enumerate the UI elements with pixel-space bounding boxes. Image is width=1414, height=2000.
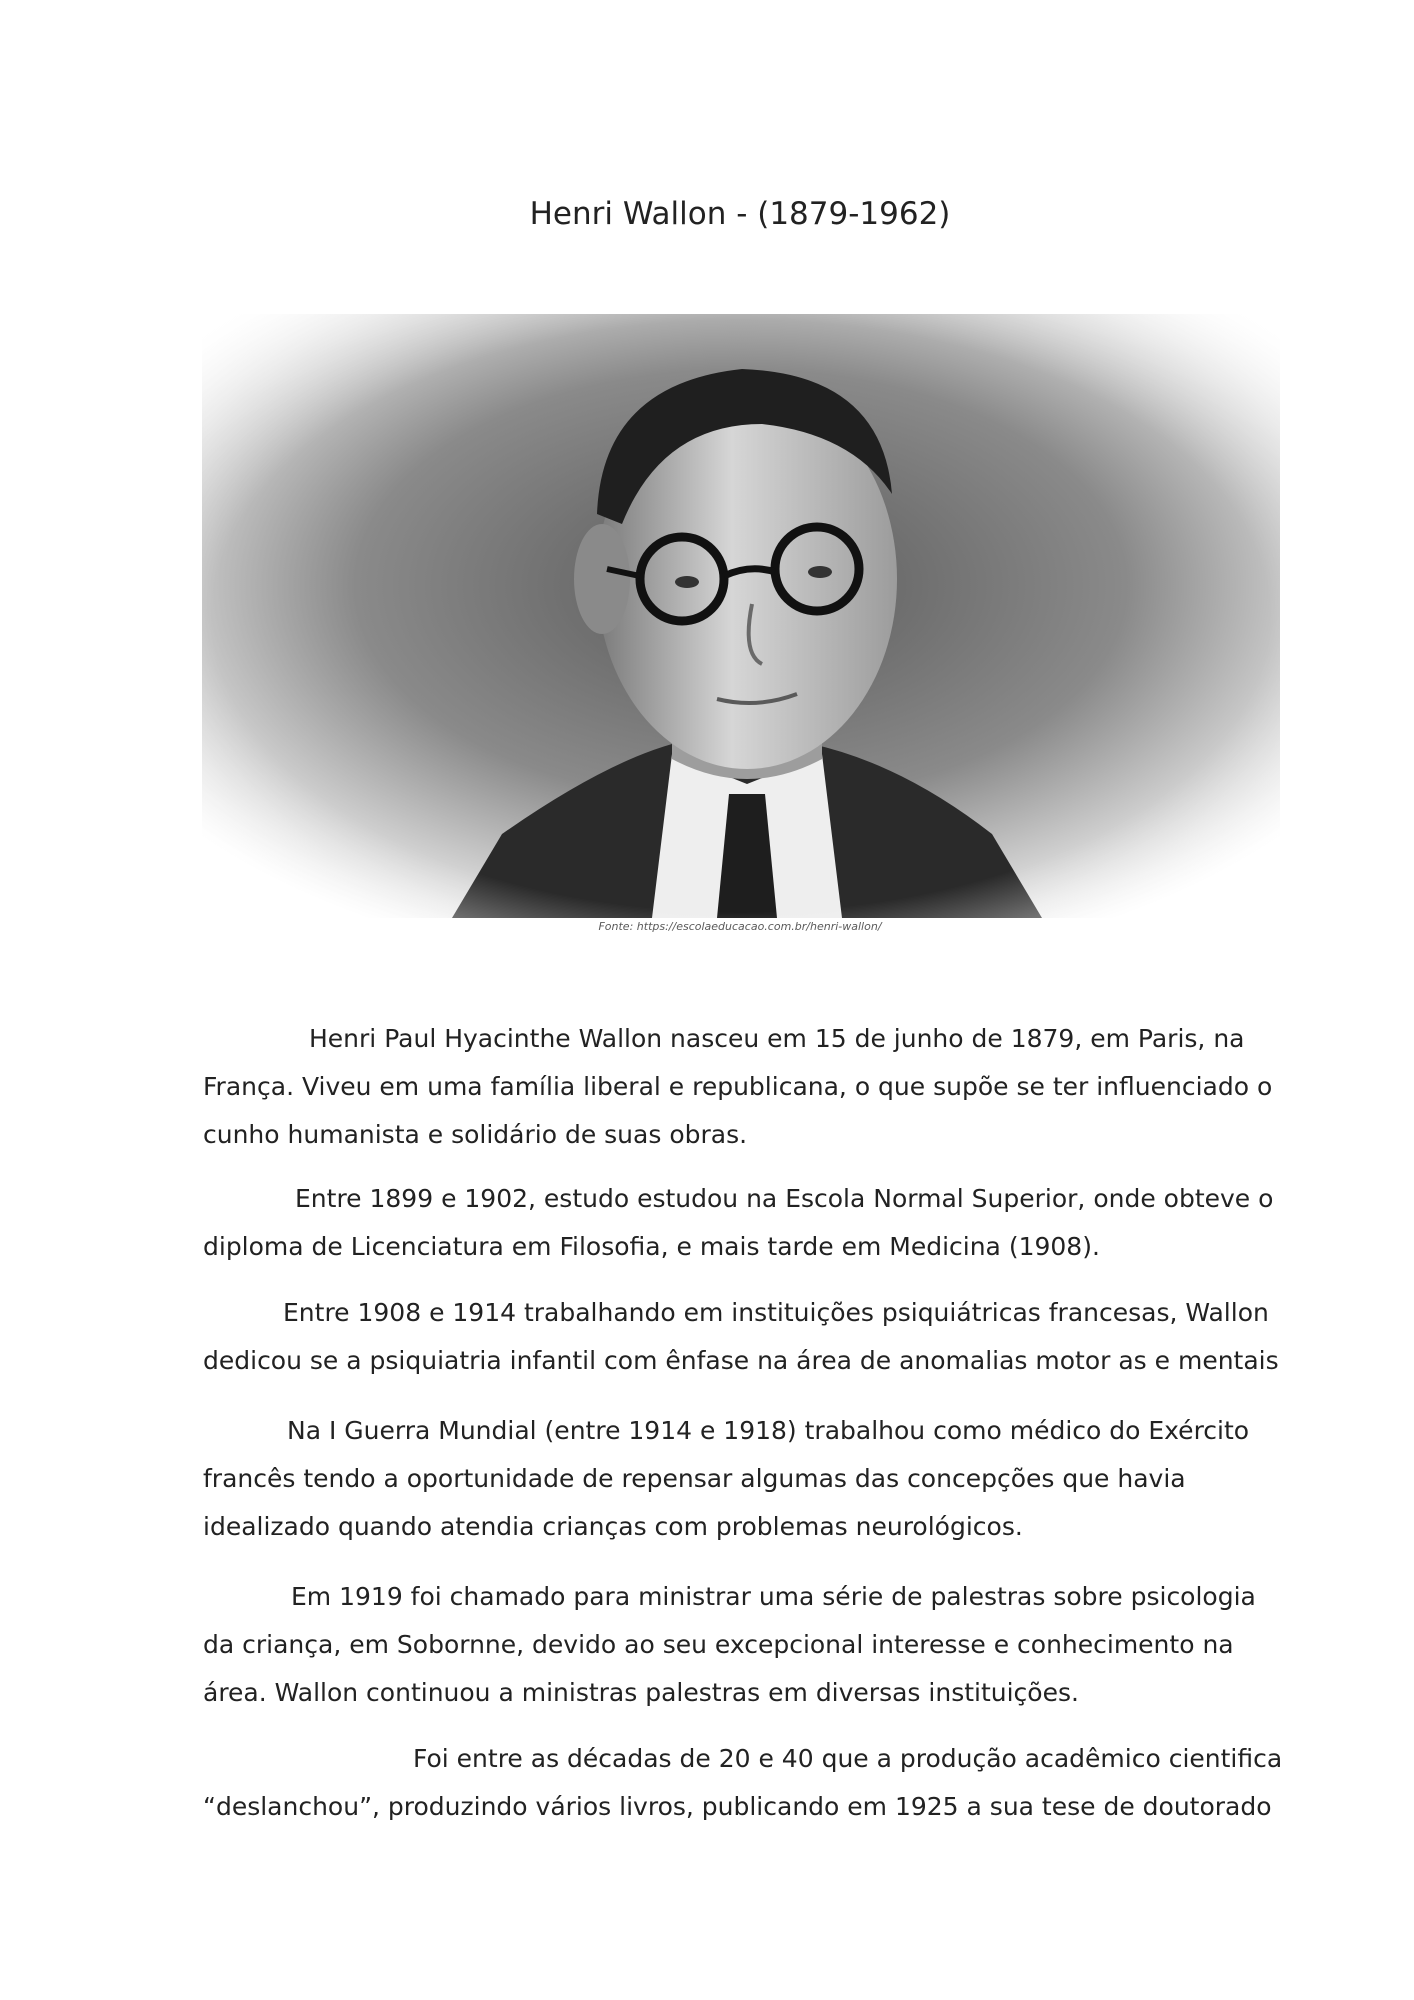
paragraph-war [203,1407,1313,1551]
text-line: dedicou se a psiquiatria infantil com ênfase na área de anomalias motor as e mentais [203,1346,1279,1375]
text-line: Em 1919 foi chamado para ministrar uma série de palestras sobre psicologia [291,1582,1256,1611]
image-caption: Fonte: https://escolaeducacao.com.br/henri-wallon/ [598,920,882,933]
paragraph-lectures [203,1573,1313,1717]
biography-text [203,1015,1313,1831]
text-line: da criança, em Sobornne, devido ao seu excepcional interesse e conhecimento na [203,1630,1234,1659]
page-title: Henri Wallon - (1879-1962) [529,196,951,232]
paragraph-psychiatry [203,1289,1313,1385]
text-line: Na I Guerra Mundial (entre 1914 e 1918) trabalhou como médico do Exército [287,1416,1250,1445]
text-line: Entre 1908 e 1914 trabalhando em instituições psiquiátricas francesas, Wallon [283,1298,1269,1327]
paragraph-production [203,1735,1313,1831]
text-line: Foi entre as décadas de 20 e 40 que a produção acadêmico cientifica [413,1744,1283,1773]
text-line: francês tendo a oportunidade de repensar algumas das concepções que havia [203,1464,1186,1493]
text-line: cunho humanista e solidário de suas obras. [203,1120,748,1149]
text-line: Henri Paul Hyacinthe Wallon nasceu em 15 de junho de 1879, em Paris, na [309,1024,1245,1053]
text-line: idealizado quando atendia crianças com problemas neurológicos. [203,1512,1023,1541]
text-line: diploma de Licenciatura em Filosofia, e mais tarde em Medicina (1908). [203,1232,1100,1261]
paragraph-education [203,1175,1313,1271]
text-line: França. Viveu em uma família liberal e republicana, o que supõe se ter influenciado o [203,1072,1273,1101]
text-line: “deslanchou”, produzindo vários livros, publicando em 1925 a sua tese de doutorado [203,1792,1272,1821]
portrait-photo [202,314,1280,918]
text-line: área. Wallon continuou a ministras palestras em diversas instituições. [203,1678,1079,1707]
paragraph-birth [203,1015,1313,1159]
text-line: Entre 1899 e 1902, estudo estudou na Escola Normal Superior, onde obteve o [295,1184,1274,1213]
